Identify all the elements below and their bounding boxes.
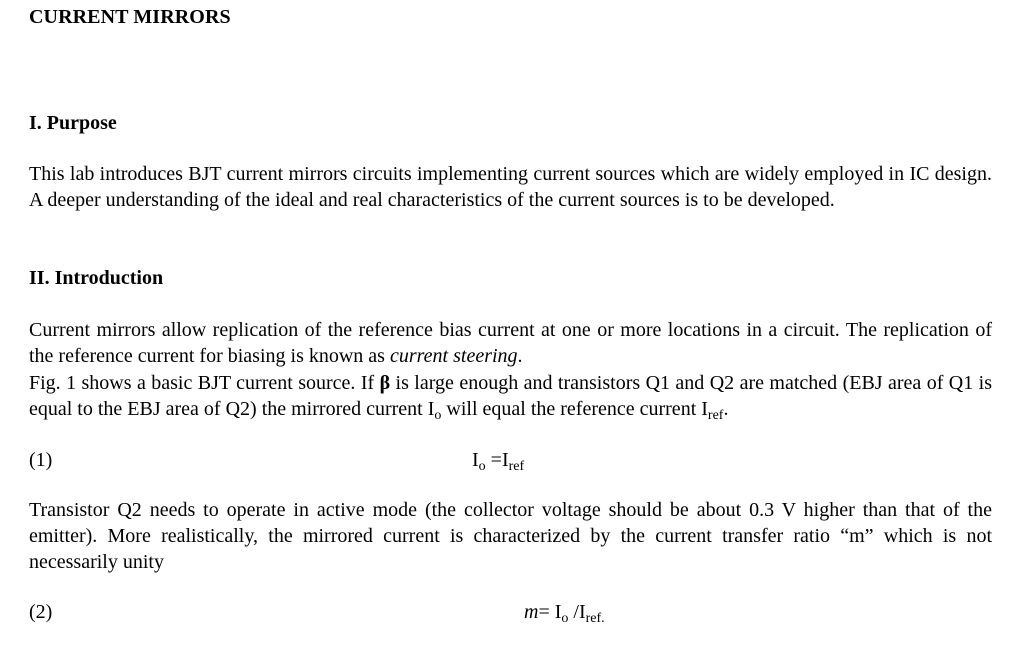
intro-p2-sub-o: o [434,408,442,423]
equation-2-number: (2) [29,601,53,623]
purpose-paragraph: This lab introduces BJT current mirrors circuits implementing current sources which are widely employed in IC design. A deeper understanding of the ideal and real characteristics of the current sources is to be developed. [29,163,992,211]
purpose-heading: I. Purpose [29,112,117,134]
beta-symbol: β [379,372,391,394]
intro-p2-a: Fig. 1 shows a basic BJT current source. If [29,372,380,394]
eq2-ref-sub: ref. [585,611,605,626]
introduction-paragraph-2 [29,370,992,422]
eq1-lhs: I [472,449,479,471]
intro-p1-end: . [517,345,523,367]
eq1-lhs-sub: o [478,459,486,474]
eq1-rhs-sub: ref [508,459,525,474]
document-title: CURRENT MIRRORS [29,6,231,28]
equation-1-number: (1) [29,449,53,471]
intro-p1-italic: current steering [389,345,518,367]
intro-p2-b: is large enough and transistors Q1 and Q2 are matched (EBJ area of Q1 is equal to the EBJ area of Q2) the mirrored current I [29,372,992,420]
introduction-paragraph-1 [29,317,992,369]
intro-p1-text: Current mirrors allow replication of the reference bias current at one or more locations in a circuit. The replication of the reference current for biasing is known as [29,319,992,367]
intro-p2-c: will equal the reference current I [441,398,708,420]
intro-p2-sub-ref: ref [707,408,724,423]
eq2-m: m [524,601,539,623]
equation-1 [472,449,524,472]
introduction-heading: II. Introduction [29,267,164,289]
introduction-paragraph-3: Transistor Q2 needs to operate in active mode (the collector voltage should be about 0.3 V higher than that of the emitter). More realistically, the mirrored current is characterized by the current transfer ratio “m” which is not necessarily unity [29,499,992,573]
equation-2 [524,601,605,624]
eq2-o-sub: o [561,611,569,626]
eq2-div: /I [568,601,586,623]
eq1-op: =I [485,449,509,471]
eq2-op: = I [538,601,562,623]
intro-p2-end: . [723,398,729,420]
